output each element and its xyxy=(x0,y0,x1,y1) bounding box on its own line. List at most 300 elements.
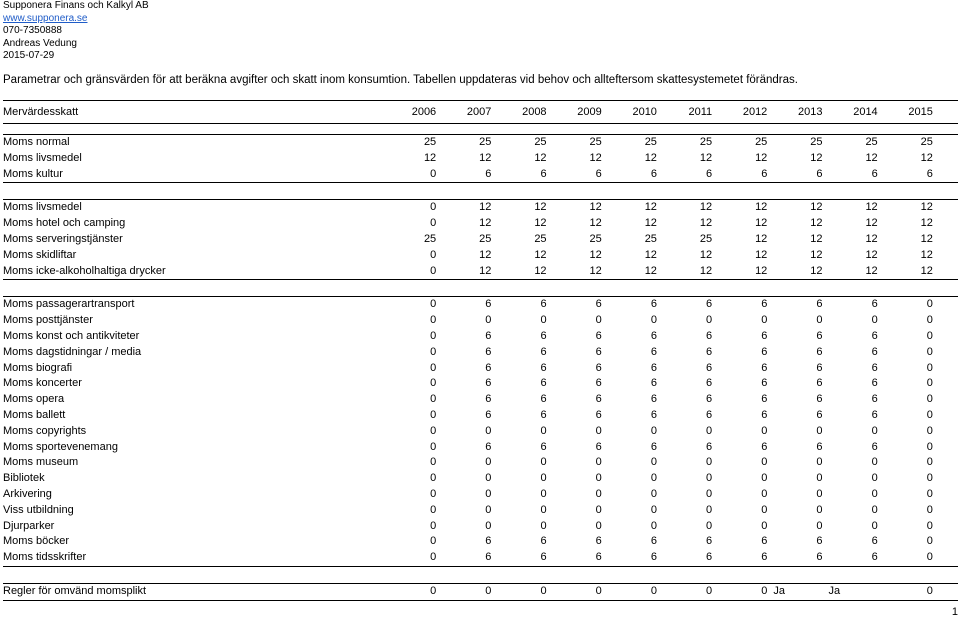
value-cell: 0 xyxy=(595,456,602,469)
value-cell: 6 xyxy=(706,408,713,421)
row-label: Moms museum xyxy=(3,456,79,469)
value-cell: 0 xyxy=(706,519,713,532)
value-cell: 0 xyxy=(430,408,437,421)
table-row xyxy=(3,376,958,392)
group-culture-rates xyxy=(3,296,958,567)
value-cell: 0 xyxy=(430,361,437,374)
value-cell: 6 xyxy=(816,535,823,548)
row-label: Moms sportevenemang xyxy=(3,440,118,453)
value-cell: 12 xyxy=(479,248,492,261)
year-header: 2007 xyxy=(466,106,492,118)
value-cell: 0 xyxy=(926,456,933,469)
value-cell: 0 xyxy=(761,472,768,485)
value-cell: 0 xyxy=(871,472,878,485)
value-cell: 0 xyxy=(926,535,933,548)
phone-number: 070-7350888 xyxy=(3,25,62,36)
table-row xyxy=(3,297,958,313)
value-cell: 0 xyxy=(430,248,437,261)
value-cell: 12 xyxy=(479,201,492,214)
row-label: Moms passagerartransport xyxy=(3,298,135,311)
row-label: Moms opera xyxy=(3,393,65,406)
value-cell: 0 xyxy=(761,584,768,597)
value-cell: 12 xyxy=(534,217,547,230)
row-label: Moms konst och antikviteter xyxy=(3,329,140,342)
value-cell: 0 xyxy=(926,584,933,597)
value-cell: 6 xyxy=(761,361,768,374)
year-header: 2006 xyxy=(411,106,437,118)
value-cell: 0 xyxy=(430,167,437,180)
table-row xyxy=(3,455,958,471)
value-cell: 12 xyxy=(479,264,492,277)
value-cell: 6 xyxy=(595,393,602,406)
value-cell: 6 xyxy=(595,298,602,311)
value-cell: 12 xyxy=(699,217,713,230)
value-cell: 0 xyxy=(430,472,437,485)
row-label: Viss utbildning xyxy=(3,503,74,516)
value-cell: 6 xyxy=(761,329,768,342)
table-row xyxy=(3,151,958,167)
value-cell: 25 xyxy=(589,136,602,148)
table-row xyxy=(3,232,958,248)
value-cell: 25 xyxy=(423,136,437,148)
row-label: Moms biografi xyxy=(3,361,73,374)
value-cell: 25 xyxy=(423,232,437,245)
row-label: Moms ballett xyxy=(3,408,66,421)
value-cell: 0 xyxy=(430,487,437,500)
value-cell: 0 xyxy=(485,584,492,597)
row-label: Moms posttjänster xyxy=(3,314,93,327)
value-cell: 12 xyxy=(920,201,933,214)
table-row xyxy=(3,550,958,566)
value-cell: 0 xyxy=(761,487,768,500)
value-cell: 6 xyxy=(650,298,657,311)
year-header: 2013 xyxy=(798,106,823,118)
value-cell: 12 xyxy=(810,201,823,214)
table-header xyxy=(3,100,958,124)
value-cell: 0 xyxy=(926,519,933,532)
value-cell: 0 xyxy=(485,503,492,516)
row-label: Bibliotek xyxy=(3,472,45,485)
value-cell: 0 xyxy=(650,314,657,327)
value-cell: 25 xyxy=(534,232,547,245)
value-cell: 6 xyxy=(595,408,602,421)
value-cell: 6 xyxy=(761,377,768,390)
table-row xyxy=(3,135,958,151)
value-cell: 6 xyxy=(540,345,547,358)
value-cell: 6 xyxy=(650,167,657,180)
row-label: Moms copyrights xyxy=(3,424,87,437)
value-cell: 6 xyxy=(761,393,768,406)
page-number: 1 xyxy=(951,606,958,618)
value-cell: 0 xyxy=(816,503,823,516)
value-cell: 0 xyxy=(816,424,823,437)
value-cell: 6 xyxy=(816,298,823,311)
table-row xyxy=(3,487,958,503)
value-cell: 6 xyxy=(816,551,823,564)
contact-person: Andreas Vedung xyxy=(3,37,77,49)
value-cell: 12 xyxy=(644,264,657,277)
row-label: Moms skidliftar xyxy=(3,248,77,261)
value-cell: 6 xyxy=(485,377,492,390)
value-cell: 6 xyxy=(816,329,823,342)
value-cell: 0 xyxy=(926,503,933,516)
value-cell: 0 xyxy=(926,314,933,327)
table-row xyxy=(3,200,958,216)
value-cell: 6 xyxy=(595,167,602,180)
value-cell: 6 xyxy=(761,551,768,564)
value-cell: 12 xyxy=(534,151,547,164)
value-cell: 0 xyxy=(540,584,547,597)
value-cell: 6 xyxy=(706,393,713,406)
value-cell: 6 xyxy=(816,167,823,180)
value-cell: 0 xyxy=(430,377,437,390)
value-cell: 0 xyxy=(540,503,547,516)
row-label: Moms serveringstjänster xyxy=(3,232,123,245)
value-cell: 0 xyxy=(540,424,547,437)
value-cell: 6 xyxy=(650,535,657,548)
value-cell: 0 xyxy=(650,584,657,597)
value-cell: 12 xyxy=(699,201,713,214)
table-title: Mervärdesskatt xyxy=(3,106,79,118)
value-cell: 0 xyxy=(706,503,713,516)
value-cell: 25 xyxy=(644,232,657,245)
value-cell: 6 xyxy=(540,377,547,390)
value-cell: 25 xyxy=(699,136,713,148)
value-cell: 6 xyxy=(871,393,878,406)
value-cell: 0 xyxy=(430,440,437,453)
value-cell: 0 xyxy=(430,201,437,214)
value-cell: 6 xyxy=(485,345,492,358)
value-cell: 6 xyxy=(595,440,602,453)
value-cell: 0 xyxy=(926,329,933,342)
value-cell: 0 xyxy=(595,584,602,597)
value-cell: 0 xyxy=(706,472,713,485)
value-cell: 0 xyxy=(871,456,878,469)
value-cell: 25 xyxy=(920,136,933,148)
value-cell: 0 xyxy=(595,519,602,532)
value-cell: 0 xyxy=(926,361,933,374)
value-cell: 6 xyxy=(816,393,823,406)
value-cell: 6 xyxy=(485,298,492,311)
value-cell: 0 xyxy=(926,298,933,311)
year-header: 2015 xyxy=(908,106,933,118)
value-cell: 0 xyxy=(540,456,547,469)
value-cell: 25 xyxy=(589,232,602,245)
value-cell: 25 xyxy=(810,136,823,148)
value-cell: 6 xyxy=(650,329,657,342)
group-reverse-charge xyxy=(3,583,958,601)
value-cell: 0 xyxy=(595,503,602,516)
value-cell: 0 xyxy=(485,456,492,469)
value-cell: 0 xyxy=(926,487,933,500)
value-cell: 0 xyxy=(430,456,437,469)
table-row xyxy=(3,216,958,232)
value-cell: 25 xyxy=(865,136,878,148)
value-cell: 12 xyxy=(589,217,602,230)
value-cell: 0 xyxy=(871,519,878,532)
group-standard-rates xyxy=(3,134,958,183)
value-cell: 0 xyxy=(540,472,547,485)
value-cell: 6 xyxy=(706,551,713,564)
group-reduced-rates xyxy=(3,199,958,280)
value-cell: 6 xyxy=(540,167,547,180)
value-cell: 0 xyxy=(430,393,437,406)
value-cell: 0 xyxy=(926,393,933,406)
value-cell: 6 xyxy=(650,377,657,390)
value-cell: 0 xyxy=(485,314,492,327)
value-cell: 0 xyxy=(816,472,823,485)
value-cell: 0 xyxy=(761,424,768,437)
value-cell: 6 xyxy=(706,440,713,453)
value-cell: 0 xyxy=(595,314,602,327)
value-cell: 0 xyxy=(540,487,547,500)
value-cell: 12 xyxy=(755,232,768,245)
table-row xyxy=(3,519,958,535)
value-cell: 6 xyxy=(650,551,657,564)
value-cell: 12 xyxy=(644,248,657,261)
value-cell: 25 xyxy=(534,136,547,148)
value-cell: 6 xyxy=(871,535,878,548)
value-cell: 12 xyxy=(534,264,547,277)
value-cell: 0 xyxy=(871,503,878,516)
row-label: Arkivering xyxy=(3,487,52,500)
value-cell: 0 xyxy=(430,535,437,548)
value-cell: 0 xyxy=(761,503,768,516)
table-row xyxy=(3,503,958,519)
value-cell: 0 xyxy=(540,314,547,327)
value-cell: 6 xyxy=(871,361,878,374)
value-cell: 0 xyxy=(926,551,933,564)
value-cell: 0 xyxy=(485,424,492,437)
value-cell: Ja xyxy=(773,584,785,597)
row-label: Moms koncerter xyxy=(3,377,82,390)
table-row xyxy=(3,408,958,424)
row-label: Moms dagstidningar / media xyxy=(3,345,142,358)
value-cell: 6 xyxy=(816,377,823,390)
row-label: Moms normal xyxy=(3,136,70,148)
value-cell: 0 xyxy=(650,424,657,437)
value-cell: 12 xyxy=(589,151,602,164)
value-cell: 0 xyxy=(706,487,713,500)
value-cell: 12 xyxy=(810,264,823,277)
value-cell: 6 xyxy=(650,408,657,421)
value-cell: 0 xyxy=(485,519,492,532)
value-cell: 6 xyxy=(485,535,492,548)
company-name: Supponera Finans och Kalkyl AB xyxy=(3,0,149,11)
value-cell: 12 xyxy=(755,264,768,277)
value-cell: 12 xyxy=(920,232,933,245)
value-cell: 12 xyxy=(920,264,933,277)
value-cell: 12 xyxy=(920,217,933,230)
value-cell: 6 xyxy=(650,361,657,374)
value-cell: 12 xyxy=(865,201,878,214)
value-cell: 0 xyxy=(650,472,657,485)
value-cell: 6 xyxy=(540,298,547,311)
value-cell: 0 xyxy=(761,519,768,532)
value-cell: 12 xyxy=(920,151,933,164)
vat-table xyxy=(3,100,958,601)
value-cell: 6 xyxy=(706,361,713,374)
table-row xyxy=(3,584,958,600)
value-cell: 6 xyxy=(761,408,768,421)
row-label: Djurparker xyxy=(3,519,55,532)
row-label: Moms icke-alkoholhaltiga drycker xyxy=(3,264,166,277)
table-row xyxy=(3,167,958,183)
year-header: 2011 xyxy=(688,106,713,118)
value-cell: 0 xyxy=(761,456,768,469)
value-cell: 0 xyxy=(595,487,602,500)
value-cell: 12 xyxy=(699,248,713,261)
value-cell: 12 xyxy=(589,264,602,277)
value-cell: 0 xyxy=(926,377,933,390)
value-cell: 6 xyxy=(706,167,713,180)
value-cell: 6 xyxy=(926,167,933,180)
value-cell: 0 xyxy=(816,314,823,327)
value-cell: 12 xyxy=(534,248,547,261)
value-cell: 6 xyxy=(595,345,602,358)
value-cell: 6 xyxy=(540,393,547,406)
value-cell: 12 xyxy=(865,217,878,230)
value-cell: 6 xyxy=(485,408,492,421)
value-cell: 6 xyxy=(485,329,492,342)
value-cell: 0 xyxy=(816,456,823,469)
value-cell: 6 xyxy=(485,551,492,564)
table-row xyxy=(3,345,958,361)
value-cell: 0 xyxy=(595,472,602,485)
value-cell: 0 xyxy=(595,424,602,437)
value-cell: 6 xyxy=(816,440,823,453)
value-cell: 25 xyxy=(644,136,657,148)
value-cell: 6 xyxy=(540,440,547,453)
header-row xyxy=(3,101,958,123)
value-cell: 12 xyxy=(699,264,713,277)
value-cell: 12 xyxy=(810,151,823,164)
value-cell: 0 xyxy=(926,424,933,437)
value-cell: 0 xyxy=(430,264,437,277)
table-row xyxy=(3,534,958,550)
year-header: 2014 xyxy=(853,106,878,118)
value-cell: 6 xyxy=(650,440,657,453)
value-cell: 0 xyxy=(926,472,933,485)
value-cell: 6 xyxy=(540,361,547,374)
value-cell: 6 xyxy=(540,551,547,564)
value-cell: 6 xyxy=(871,167,878,180)
value-cell: 6 xyxy=(595,551,602,564)
value-cell: 6 xyxy=(871,377,878,390)
value-cell: 6 xyxy=(871,551,878,564)
table-row xyxy=(3,440,958,456)
table-row xyxy=(3,361,958,377)
value-cell: 6 xyxy=(871,329,878,342)
table-row xyxy=(3,248,958,264)
value-cell: 12 xyxy=(644,151,657,164)
value-cell: 0 xyxy=(816,519,823,532)
value-cell: 6 xyxy=(595,329,602,342)
value-cell: 6 xyxy=(485,440,492,453)
value-cell: 0 xyxy=(430,345,437,358)
value-cell: 12 xyxy=(589,201,602,214)
value-cell: 12 xyxy=(423,151,437,164)
row-label: Moms livsmedel xyxy=(3,151,82,164)
value-cell: 0 xyxy=(430,314,437,327)
table-row xyxy=(3,264,958,280)
value-cell: 0 xyxy=(761,314,768,327)
value-cell: 0 xyxy=(485,487,492,500)
value-cell: 12 xyxy=(810,232,823,245)
value-cell: 6 xyxy=(485,361,492,374)
value-cell: 0 xyxy=(926,440,933,453)
value-cell: 6 xyxy=(816,345,823,358)
value-cell: 12 xyxy=(699,151,713,164)
value-cell: 6 xyxy=(871,298,878,311)
value-cell: 12 xyxy=(865,264,878,277)
value-cell: 6 xyxy=(706,535,713,548)
value-cell: 6 xyxy=(761,345,768,358)
value-cell: 6 xyxy=(816,408,823,421)
value-cell: 6 xyxy=(706,329,713,342)
value-cell: 0 xyxy=(430,503,437,516)
value-cell: 0 xyxy=(485,472,492,485)
value-cell: 6 xyxy=(871,440,878,453)
value-cell: 0 xyxy=(430,519,437,532)
value-cell: 6 xyxy=(706,298,713,311)
value-cell: 12 xyxy=(479,151,492,164)
value-cell: 12 xyxy=(534,201,547,214)
document-header xyxy=(3,0,149,63)
value-cell: 12 xyxy=(865,232,878,245)
value-cell: 0 xyxy=(816,487,823,500)
document-date: 2015-07-29 xyxy=(3,50,55,61)
value-cell: 6 xyxy=(595,377,602,390)
value-cell: 12 xyxy=(755,151,768,164)
value-cell: 12 xyxy=(589,248,602,261)
value-cell: 12 xyxy=(865,151,878,164)
value-cell: 0 xyxy=(926,345,933,358)
row-label: Moms kultur xyxy=(3,167,63,180)
value-cell: 0 xyxy=(871,424,878,437)
value-cell: 0 xyxy=(650,456,657,469)
table-row xyxy=(3,392,958,408)
row-label: Moms hotel och camping xyxy=(3,217,126,230)
value-cell: 6 xyxy=(595,535,602,548)
value-cell: 12 xyxy=(644,217,657,230)
value-cell: 6 xyxy=(871,345,878,358)
value-cell: 0 xyxy=(871,314,878,327)
year-header: 2010 xyxy=(632,106,657,118)
row-label: Moms livsmedel xyxy=(3,201,82,214)
website-link[interactable]: www.supponera.se xyxy=(3,12,88,24)
row-label: Regler för omvänd momsplikt xyxy=(3,584,147,597)
table-row xyxy=(3,329,958,345)
value-cell: 0 xyxy=(650,487,657,500)
value-cell: 25 xyxy=(755,136,768,148)
value-cell: 0 xyxy=(650,519,657,532)
value-cell: 6 xyxy=(706,345,713,358)
value-cell: 0 xyxy=(430,217,437,230)
value-cell: 6 xyxy=(706,377,713,390)
row-label: Moms böcker xyxy=(3,535,70,548)
value-cell: 0 xyxy=(706,314,713,327)
value-cell: 0 xyxy=(706,456,713,469)
value-cell: 6 xyxy=(485,167,492,180)
year-header: 2009 xyxy=(577,106,602,118)
value-cell: 6 xyxy=(816,361,823,374)
value-cell: 0 xyxy=(871,487,878,500)
value-cell: 6 xyxy=(871,408,878,421)
value-cell: 6 xyxy=(595,361,602,374)
value-cell: 25 xyxy=(479,136,492,148)
year-header: 2008 xyxy=(522,106,547,118)
